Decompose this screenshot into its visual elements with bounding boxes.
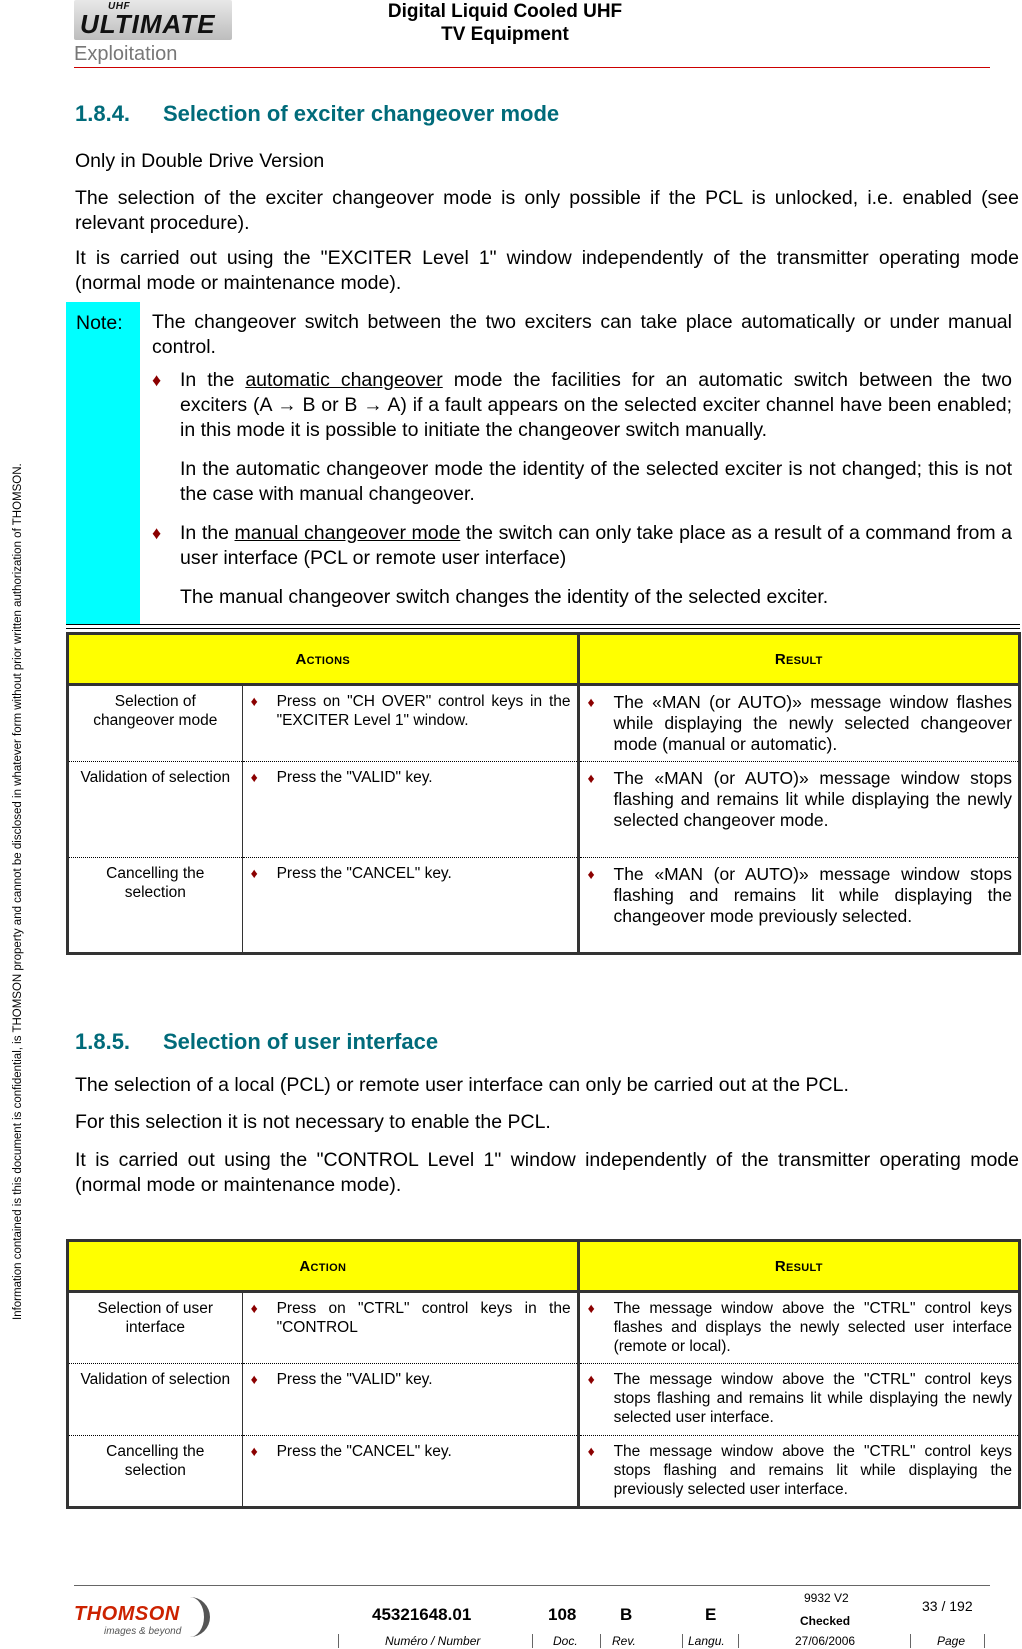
paragraph: Only in Double Drive Version [75,150,325,172]
footer-separator [338,1634,339,1648]
step-cell: Cancelling the selection [68,858,243,954]
step-cell: Selection of changeover mode [68,685,243,762]
note-body [152,310,1012,624]
diamond-bullet-icon: ♦ [587,694,595,710]
section-heading-1-8-5 [75,1029,438,1055]
table-row [68,762,1020,858]
footer-divider [74,1585,990,1586]
diamond-bullet-icon: ♦ [587,1443,595,1459]
action-cell: ♦ Press the "CANCEL" key. [242,1436,578,1508]
note-intro: The changeover switch between the two exciters can take place automatically or under manual control. [152,311,1012,358]
revision: B [620,1605,633,1624]
note-bullet-manual-detail: The manual changeover switch changes the identity of the selected exciter. [180,586,829,608]
form-version: 9932 V2 [804,1591,849,1605]
note-bullet-automatic-detail: In the automatic changeover mode the identity of the selected exciter is not changed; this is not the case with manual changeover. [180,458,1012,505]
action-cell: ♦ Press on "CH OVER" control keys in the "EXCITER Level 1" window. [242,685,578,762]
diamond-bullet-icon: ♦ [152,370,162,390]
actions-header: Actions [68,634,579,685]
action-cell: ♦ Press on "CTRL" control keys in the "CONTROL [242,1292,578,1364]
paragraph: It is carried out using the "EXCITER Level 1" window independently of the transmitter operating mode (normal mode or maintenance mode). [75,247,1019,294]
note-box [66,302,1020,625]
action-cell: ♦ Press the "VALID" key. [242,762,578,858]
result-cell: ♦ The message window above the "CTRL" control keys stops flashing and remains lit while displaying the newly selected user interface. [578,1364,1019,1436]
header-section: Exploitation [74,43,178,65]
result-cell: ♦ The «MAN (or AUTO)» message window stops flashing and remains lit while displaying the newly selected changeover mode. [578,762,1020,858]
diamond-bullet-icon: ♦ [250,1300,258,1316]
diamond-bullet-icon: ♦ [250,1371,258,1387]
result-header: Result [578,1241,1019,1292]
thomson-logo [74,1597,194,1637]
automatic-changeover-term: automatic changeover [245,369,443,391]
header-divider [74,67,990,68]
section-title: Selection of user interface [163,1029,439,1054]
paragraph: The selection of the exciter changeover mode is only possible if the PCL is unlocked, i.e. enabled (see relevant procedure). [75,187,1019,234]
note-bullet-manual: ♦ In the manual changeover mode the switch can only take place as a result of a command from a user interface (PCL or remote user interface) [152,522,1012,569]
note-bullet-automatic: ♦ In the automatic changeover mode the facilities for an automatic switch between the two exciters (A → B or B → A) if a fault appears on the selected exciter channel have been enabled; in this mode it is possible to initiate the changeover switch manually. [152,369,1012,441]
changeover-actions-table [66,632,1021,955]
footer-separator [738,1634,739,1648]
document-title [380,0,630,46]
diamond-bullet-icon: ♦ [250,865,258,881]
step-cell: Validation of selection [68,1364,243,1436]
footer-separator [682,1634,683,1648]
logo-small-text: UHF [108,1,131,12]
diamond-bullet-icon: ♦ [152,523,162,543]
logo-main-text: ULTIMATE [80,9,216,39]
section-number: 1.8.5. [75,1029,131,1054]
diamond-bullet-icon: ♦ [250,693,258,709]
note-label: Note: [76,312,123,334]
thomson-wordmark: THOMSON [74,1603,180,1625]
table-row [68,685,1020,762]
step-cell: Validation of selection [68,762,243,858]
action-cell: ♦ Press the "VALID" key. [242,1364,578,1436]
language-code: E [705,1605,717,1624]
page-number: 33 / 192 [922,1598,973,1614]
table-row [68,1292,1020,1364]
title-line-2: TV Equipment [441,24,569,45]
doc-code: 108 [548,1605,577,1624]
paragraph: The selection of a local (PCL) or remote user interface can only be carried out at the PCL. [75,1074,849,1096]
document-number: 45321648.01 [372,1605,472,1624]
number-label: Numéro / Number [385,1634,481,1648]
diamond-bullet-icon: ♦ [250,769,258,785]
result-header: Result [578,634,1020,685]
title-line-1: Digital Liquid Cooled UHF [387,1,623,22]
section-number: 1.8.4. [75,101,131,126]
checked-label: Checked [800,1614,851,1628]
table-row [68,1364,1020,1436]
diamond-bullet-icon: ♦ [587,1300,595,1316]
language-label: Langu. [688,1634,725,1648]
paragraph: For this selection it is not necessary to enable the PCL. [75,1111,551,1133]
rev-label: Rev. [612,1634,636,1648]
diamond-bullet-icon: ♦ [587,866,595,882]
footer-separator [532,1634,533,1648]
section-title: Selection of exciter changeover mode [163,101,560,126]
user-interface-actions-table [66,1239,1021,1509]
footer-separator [984,1634,985,1648]
action-header: Action [68,1241,579,1292]
footer-date: 27/06/2006 [795,1634,856,1648]
ultimate-logo [74,0,232,40]
manual-changeover-term: manual changeover mode [234,522,461,544]
result-cell: ♦ The message window above the "CTRL" control keys stops flashing and remains lit while displaying the previously selected user interface. [587,1443,1012,1498]
result-cell: ♦ The «MAN (or AUTO)» message window flashes while displaying the newly selected changeover mode (manual or automatic). [578,685,1020,762]
thomson-arc-icon [182,1597,210,1637]
paragraph: It is carried out using the "CONTROL Level 1" window independently of the transmitter operating mode (normal mode or maintenance mode). [75,1149,1019,1196]
footer-separator [600,1634,601,1648]
diamond-bullet-icon: ♦ [587,1371,595,1387]
step-cell: Cancelling the selection [68,1436,243,1508]
table-row [68,858,1020,954]
doc-label: Doc. [553,1634,578,1648]
page-label: Page [937,1634,966,1648]
confidential-side-note: Information contained is this document is confidential, is THOMSON property and cannot be disclosed in whatever form without prior written authorization of THOMSON. [12,463,24,1320]
action-cell: ♦ Press the "CANCEL" key. [242,858,578,954]
step-cell: Selection of user interface [68,1292,243,1364]
result-cell: ♦ The «MAN (or AUTO)» message window stops flashing and remains lit while displaying the changeover mode previously selected. [587,864,1012,926]
thomson-tagline: images & beyond [104,1626,182,1637]
result-cell: ♦ The message window above the "CTRL" control keys flashes and displays the newly selected user interface (remote or local). [578,1292,1019,1364]
diamond-bullet-icon: ♦ [250,1443,258,1459]
note-label-cell [66,302,140,624]
diamond-bullet-icon: ♦ [587,770,595,786]
section-heading-1-8-4 [75,101,559,127]
footer-separator [910,1634,911,1648]
table-row [68,1436,1020,1508]
